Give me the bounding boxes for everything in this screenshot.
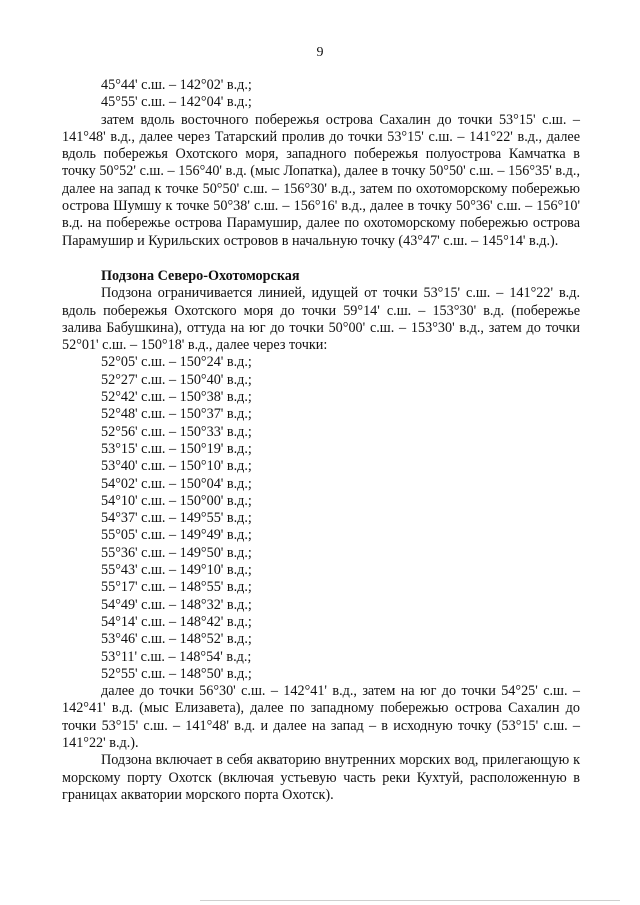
coordinate-point: 54°02' с.ш. – 150°04' в.д.;	[101, 475, 252, 492]
coordinate-list	[62, 354, 580, 683]
coordinate-point: 54°37' с.ш. – 149°55' в.д.;	[101, 510, 252, 527]
coordinate-point: 55°36' с.ш. – 149°50' в.д.;	[101, 544, 252, 561]
intro-point: 45°44' с.ш. – 142°02' в.д.;	[101, 77, 252, 93]
coordinate-point: 53°15' с.ш. – 150°19' в.д.;	[101, 440, 252, 457]
subzone-heading: Подзона Северо-Охотоморская	[101, 267, 300, 284]
coordinate-point: 55°17' с.ш. – 148°55' в.д.;	[101, 579, 252, 596]
intro-point: 45°55' с.ш. – 142°04' в.д.;	[101, 94, 252, 111]
coordinate-point: 54°49' с.ш. – 148°32' в.д.;	[101, 596, 252, 613]
coordinate-point: 52°42' с.ш. – 150°38' в.д.;	[101, 389, 252, 406]
paragraph-subzone-includes: Подзона включает в себя акваторию внутренних морских вод, прилегающую к морскому порту Охотск (включая устьевую часть реки Кухтуй, расположенную в границах акватории морского порта Охотск).	[62, 752, 580, 803]
paragraph-boundary-north: Подзона ограничивается линией, идущей от точки 53°15' с.ш. – 141°22' в.д. вдоль побережья Охотского моря до точки 59°14' с.ш. – 153°30' в.д. (побережье залива Бабушкина), оттуда на юг до точки 50°00' с.ш. – 153°30' в.д., затем до точки 52°01' с.ш. – 150°18' в.д., далее через точки:	[62, 285, 580, 354]
coordinate-point: 52°56' с.ш. – 150°33' в.д.;	[101, 423, 252, 440]
coordinate-point: 52°48' с.ш. – 150°37' в.д.;	[101, 406, 252, 423]
scan-edge-divider	[200, 900, 620, 901]
coordinate-point: 53°11' с.ш. – 148°54' в.д.;	[101, 648, 252, 665]
coordinate-point: 52°27' с.ш. – 150°40' в.д.;	[101, 371, 252, 388]
coordinate-point: 53°40' с.ш. – 150°10' в.д.;	[101, 458, 252, 475]
document-body	[62, 77, 580, 804]
coordinate-point: 53°46' с.ш. – 148°52' в.д.;	[101, 631, 252, 648]
coordinate-point: 54°14' с.ш. – 148°42' в.д.;	[101, 613, 252, 630]
coordinate-point: 52°55' с.ш. – 148°50' в.д.;	[101, 665, 252, 682]
coordinate-point: 54°10' с.ш. – 150°00' в.д.;	[101, 492, 252, 509]
coordinate-point: 52°05' с.ш. – 150°24' в.д.;	[101, 354, 252, 371]
coordinate-point: 55°05' с.ш. – 149°49' в.д.;	[101, 527, 252, 544]
paragraph-boundary-return: далее до точки 56°30' с.ш. – 142°41' в.д., затем на юг до точки 54°25' с.ш. – 142°41' в.д. (мыс Елизавета), далее по западному побережью острова Сахалин до точки 53°15' с.ш. – 141°48' в.д. и далее на запад – в исходную точку (53°15' с.ш. – 141°22' в.д.).	[62, 683, 580, 751]
page-number: 9	[316, 45, 324, 60]
coordinate-point: 55°43' с.ш. – 149°10' в.д.;	[101, 562, 252, 579]
paragraph-boundary-south: затем вдоль восточного побережья острова Сахалин до точки 53°15' с.ш. – 141°48' в.д., далее через Татарский пролив до точки 53°15' с.ш. – 141°22' в.д., далее вдоль побережья Охотского моря, западного побережья полуострова Камчатка в точку 50°52' с.ш. – 156°40' в.д. (мыс Лопатка), далее в точку 50°50' с.ш. – 156°35' в.д., далее на запад к точке 50°50' с.ш. – 156°30' в.д., затем по охотоморскому побережью острова Шумшу к точке 50°38' с.ш. – 156°16' в.д., далее в точку 50°36' с.ш. – 156°10' в.д. на побережье острова Парамушир, далее по охотоморскому побережью острова Парамушир и Курильских островов в начальную точку (43°47' с.ш. – 145°14' в.д.).	[62, 111, 580, 249]
